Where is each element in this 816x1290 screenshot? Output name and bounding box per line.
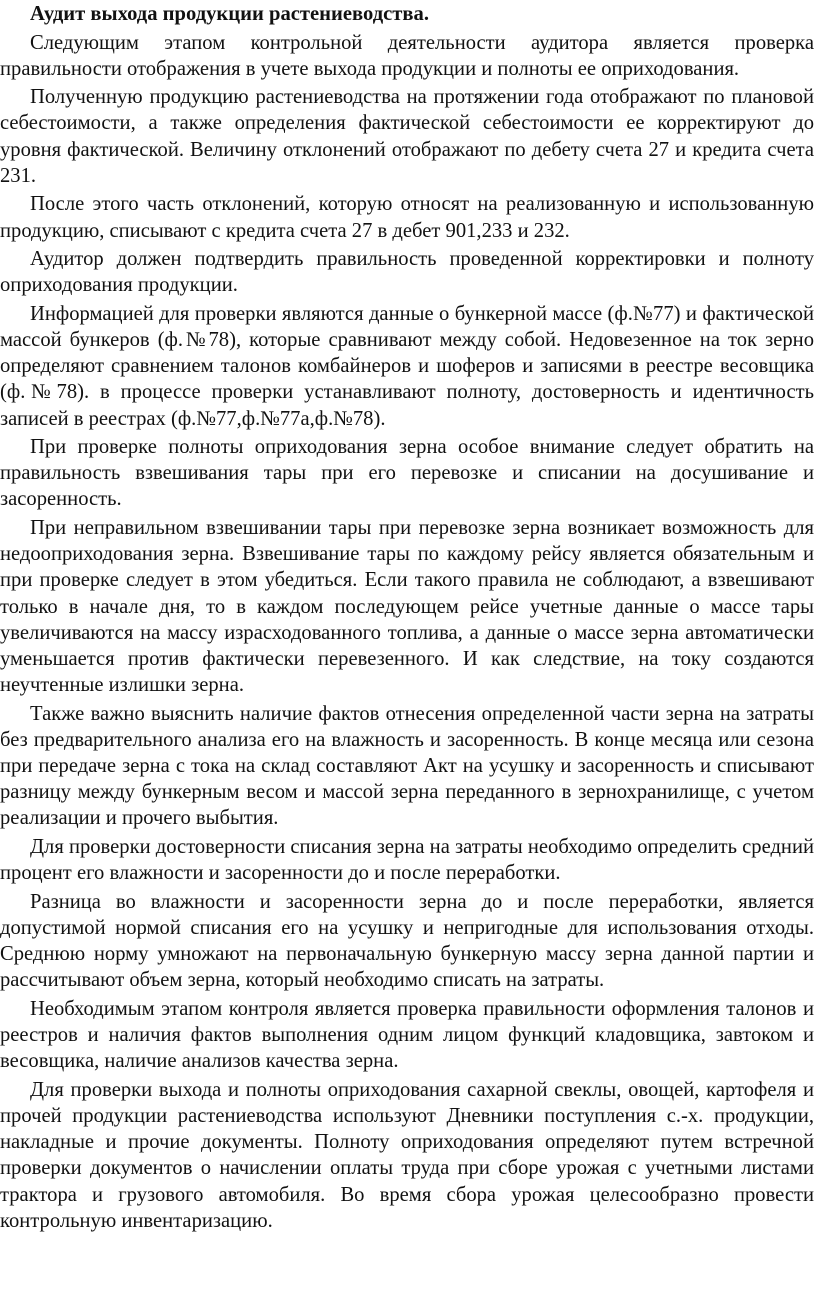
paragraph-8: Также важно выяснить наличие фактов отнесения определенной части зерна на затраты без предварительного анализа его на влажность и засоренность. В конце месяца или сезона при передаче зерна с тока на склад составляют Акт на усушку и засоренность и списывают разницу между бункерным весом и массой зерна переданного в зернохранилище, с учетом реализации и прочего выбытия.	[0, 702, 814, 830]
paragraph-12: Для проверки выхода и полноты оприходования сахарной свеклы, овощей, картофеля и прочей продукции растениеводства используют Дневники поступления с.-х. продукции, накладные и прочие документы. Полноту оприходования определяют путем встречной проверки документов о начислении оплаты труда при сборе урожая с учетными листами трактора и грузового автомобиля. Во время сбора урожая целесообразно провести контрольную инвентаризацию.	[0, 1078, 814, 1232]
paragraph-6: При проверке полноты оприходования зерна особое внимание следует обратить на правильность взвешивания тары при его перевозке и списании на досушивание и засоренность.	[0, 436, 814, 511]
paragraph-2: Полученную продукцию растениеводства на протяжении года отображают по плановой себестоимости, а также определения фактической себестоимости ее корректируют до уровня фактической. Величину отклонений отображают по дебету счета 27 и кредита счета 231.	[0, 86, 814, 187]
paragraph-5: Информацией для проверки являются данные о бункерной массе (ф.№77) и фактической массой бункеров (ф.№78), которые сравнивают между собой. Недовезенное на ток зерно определяют сравнением талонов комбайнеров и шоферов и записями в реестре весовщика (ф.№78). в процессе проверки устанавливают полноту, достоверность и идентичность записей в реестрах (ф.№77,ф.№77а,ф.№78).	[0, 302, 814, 430]
paragraph-3: После этого часть отклонений, которую относят на реализованную и использованную продукцию, списывают с кредита счета 27 в дебет 901,233 и 232.	[0, 193, 814, 242]
paragraph-9: Для проверки достоверности списания зерна на затраты необходимо определить средний процент его влажности и засоренности до и после переработки.	[0, 835, 814, 885]
paragraph-10: Разница во влажности и засоренности зерна до и после переработки, является допустимой нормой списания его на усушку и непригодные для использования отходы. Среднюю норму умножают на первоначальную бункерную массу зерна данной партии и рассчитывают объем зерна, который необходимо списать на затраты.	[0, 890, 814, 992]
paragraph-1: Следующим этапом контрольной деятельности аудитора является проверка правильности отображения в учете выхода продукции и полноты ее оприходования.	[0, 31, 814, 80]
paragraph-7: При неправильном взвешивании тары при перевозке зерна возникает возможность для недооприходования зерна. Взвешивание тары по каждому рейсу является обязательным и при проверке следует в этом убедиться. Если такого правила не соблюдают, а взвешивают только в начале дня, то в каждом последующем рейсе учетные данные о массе тары увеличиваются на массу израсходованного топлива, а данные о массе зерна автоматически уменьшается против фактически перевезенного. И как следствие, на току создаются неучтенные излишки зерна.	[0, 516, 814, 697]
paragraph-4: Аудитор должен подтвердить правильность проведенной корректировки и полноту оприходования продукции.	[0, 248, 814, 297]
paragraph-11: Необходимым этапом контроля является проверка правильности оформления талонов и реестров и наличия фактов выполнения одним лицом функций кладовщика, завтоком и весовщика, наличие анализов качества зерна.	[0, 997, 814, 1073]
document-title: Аудит выхода продукции растениеводства.	[30, 3, 429, 25]
